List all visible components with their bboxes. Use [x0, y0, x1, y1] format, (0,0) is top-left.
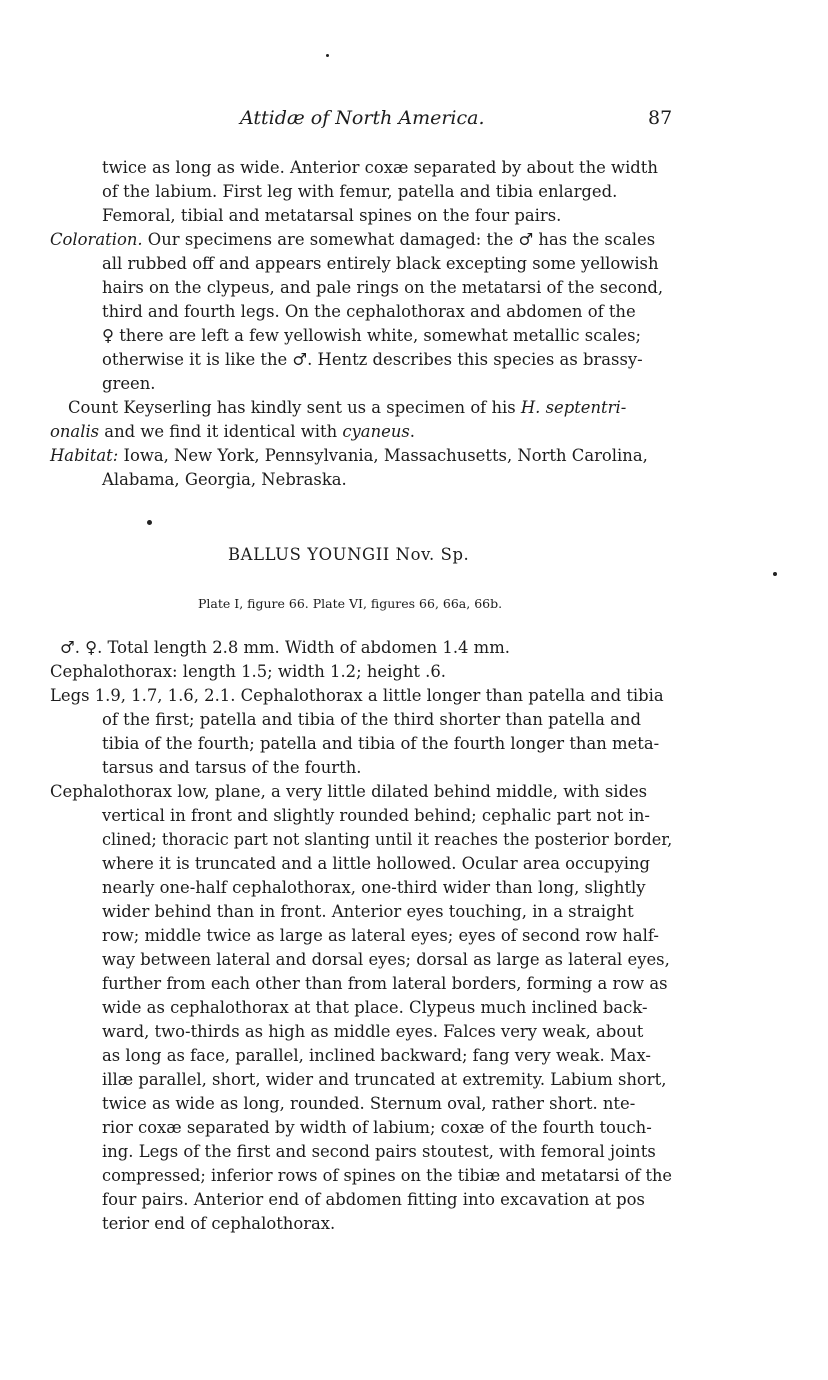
- text-line: twice as long as wide. Anterior coxæ separated by about the width: [102, 158, 658, 177]
- text-line: hairs on the clypeus, and pale rings on the metatarsi of the second,: [102, 278, 664, 297]
- text-line: [50, 230, 655, 250]
- text-line: [50, 422, 415, 442]
- text-line: clined; thoracic part not slanting until it reaches the posterior border,: [102, 830, 673, 849]
- text-line: [68, 398, 626, 418]
- text-line: ♂. ♀. Total length 2.8 mm. Width of abdomen 1.4 mm.: [60, 638, 510, 657]
- text-line: ing. Legs of the first and second pairs stoutest, with femoral joints: [102, 1142, 656, 1161]
- page-number: 87: [648, 107, 673, 129]
- text-span: .: [409, 422, 416, 441]
- text-line: Cephalothorax low, plane, a very little dilated behind middle, with sides: [50, 782, 648, 801]
- text-line: illæ parallel, short, wider and truncated at extremity. Labium short,: [102, 1070, 667, 1089]
- text-line: way between lateral and dorsal eyes; dorsal as large as lateral eyes,: [102, 950, 670, 969]
- text-line: Legs 1.9, 1.7, 1.6, 2.1. Cephalothorax a little longer than patella and tibia: [50, 686, 664, 705]
- plate-reference: Plate I, figure 66. Plate VI, figures 66, 66a, 66b.: [198, 596, 503, 611]
- text-line: rior coxæ separated by width of labium; coxæ of the fourth touch-: [102, 1118, 652, 1137]
- text-line: Alabama, Georgia, Nebraska.: [102, 470, 347, 489]
- text-line: vertical in front and slightly rounded behind; cephalic part not in-: [102, 806, 650, 825]
- text-line: Cephalothorax: length 1.5; width 1.2; height .6.: [50, 662, 447, 681]
- coloration-label: Coloration.: [50, 230, 143, 249]
- species-name: onalis: [50, 422, 100, 441]
- text-line: [50, 446, 648, 466]
- text-line: where it is truncated and a little hollowed. Ocular area occupying: [102, 854, 650, 873]
- text-line: further from each other than from lateral borders, forming a row as: [102, 974, 668, 993]
- text-line: tibia of the fourth; patella and tibia of the fourth longer than meta-: [102, 734, 660, 753]
- species-name: cyaneus: [342, 422, 410, 441]
- habitat-label: Habitat:: [50, 446, 119, 465]
- text-span: Iowa, New York, Pennsylvania, Massachusetts, North Carolina,: [118, 446, 648, 465]
- ink-dot: [326, 54, 329, 57]
- text-line: wider behind than in front. Anterior eyes touching, in a straight: [102, 902, 634, 921]
- species-name: H. septentri-: [520, 398, 627, 417]
- ink-dot: [773, 572, 777, 576]
- text-line: wide as cephalothorax at that place. Clypeus much inclined back-: [102, 998, 648, 1017]
- text-line: of the labium. First leg with femur, patella and tibia enlarged.: [102, 182, 618, 201]
- text-span: Our specimens are somewhat damaged: the ♂ has the scales: [142, 230, 656, 249]
- text-span: Count Keyserling has kindly sent us a specimen of his: [68, 398, 521, 417]
- text-line: green.: [102, 374, 156, 393]
- text-line: compressed; inferior rows of spines on the tibiæ and metatarsi of the: [102, 1166, 672, 1185]
- ink-dot: [147, 520, 152, 525]
- text-line: all rubbed off and appears entirely black excepting some yellowish: [102, 254, 659, 273]
- text-line: tarsus and tarsus of the fourth.: [102, 758, 362, 777]
- text-line: ♀ there are left a few yellowish white, somewhat metallic scales;: [102, 326, 642, 345]
- text-line: as long as face, parallel, inclined backward; fang very weak. Max-: [102, 1046, 651, 1065]
- text-line: third and fourth legs. On the cephalothorax and abdomen of the: [102, 302, 636, 321]
- text-line: twice as wide as long, rounded. Sternum oval, rather short. nte-: [102, 1094, 636, 1113]
- text-line: ward, two-thirds as high as middle eyes. Falces very weak, about: [102, 1022, 644, 1041]
- text-line: four pairs. Anterior end of abdomen fitting into excavation at pos: [102, 1190, 645, 1209]
- text-line: nearly one-half cephalothorax, one-third wider than long, slightly: [102, 878, 646, 897]
- section-title: BALLUS YOUNGII Nov. Sp.: [228, 545, 470, 564]
- text-line: of the first; patella and tibia of the third shorter than patella and: [102, 710, 641, 729]
- text-span: and we find it identical with: [99, 422, 343, 441]
- text-line: terior end of cephalothorax.: [102, 1214, 336, 1233]
- text-line: Femoral, tibial and metatarsal spines on the four pairs.: [102, 206, 562, 225]
- running-header: Attidæ of North America.: [240, 107, 485, 129]
- text-line: row; middle twice as large as lateral eyes; eyes of second row half-: [102, 926, 659, 945]
- text-line: otherwise it is like the ♂. Hentz describes this species as brassy-: [102, 350, 643, 369]
